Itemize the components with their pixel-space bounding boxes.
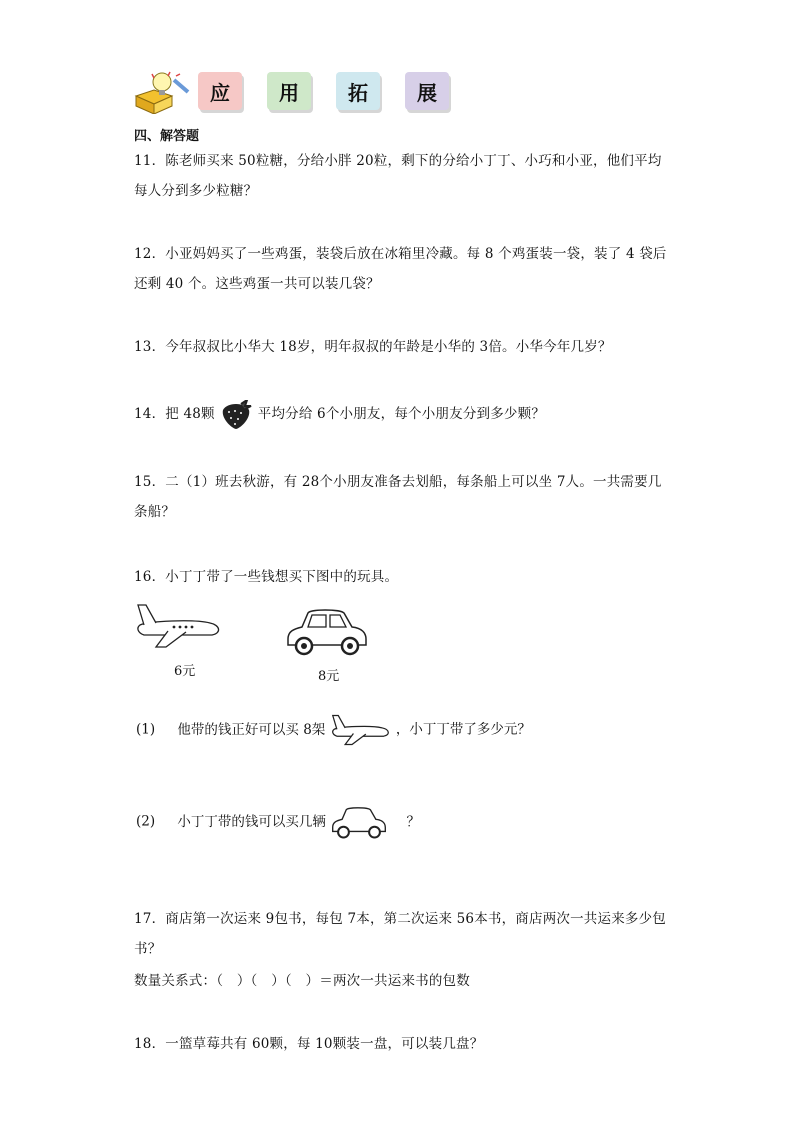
question-16-part-2 — [136, 804, 420, 840]
part-text: 小丁丁带的钱可以买几辆 — [177, 813, 326, 830]
question-17: 17．商店第一次运来 9包书，每包 7本，第二次运来 56本书，商店两次一共运来多少包书？ — [134, 911, 667, 957]
banner-tile: 应 — [198, 72, 242, 110]
car-price: 8元 — [318, 669, 340, 684]
question-16: 16．小丁丁带了一些钱想买下图中的玩具。 — [134, 569, 399, 585]
question-18: 18．一篮草莓共有 60颗，每 10颗装一盘，可以装几盘？ — [134, 1036, 484, 1052]
question-12: 12．小亚妈妈买了一些鸡蛋，装袋后放在冰箱里冷藏。每 8 个鸡蛋装一袋，装了 4 袋后还剩 40 个。这些鸡蛋一共可以装几袋？ — [134, 246, 667, 292]
plane-price: 6元 — [174, 664, 196, 679]
section-title: 四、解答题 — [134, 129, 200, 144]
airplane-icon — [330, 712, 392, 748]
banner-tile: 用 — [267, 72, 311, 110]
part-number: (1) — [136, 721, 156, 738]
part-number: (2) — [136, 813, 156, 830]
part-text: ，小丁丁带了多少元？ — [395, 721, 531, 738]
question-14-text: 14．把 48颗 — [134, 406, 215, 422]
car-icon — [330, 804, 388, 840]
banner-tile: 拓 — [336, 72, 380, 110]
part-text: 他带的钱正好可以买 8架 — [177, 721, 326, 738]
question-17-relation: 数量关系式：（ ）（ ）（ ）＝两次一共运来书的包数 — [134, 973, 470, 989]
question-14 — [134, 399, 674, 430]
question-11: 11．陈老师买来 50粒糖，分给小胖 20粒，剩下的分给小丁丁、小巧和小亚，他们平均每人分到多少粒糖？ — [134, 153, 662, 199]
question-15: 15．二（1）班去秋游，有 28个小朋友准备去划船，每条船上可以坐 7人。一共需要几条船？ — [134, 474, 662, 520]
car-icon — [284, 605, 370, 657]
part-text: ？ — [406, 813, 421, 830]
banner — [132, 70, 437, 114]
banner-tile: 展 — [405, 72, 449, 110]
question-14-text: 平均分给 6个小朋友，每个小朋友分到多少颗？ — [257, 406, 546, 422]
strawberry-icon — [219, 400, 253, 430]
question-16-part-1 — [136, 712, 531, 748]
lightbulb-box-icon — [132, 70, 192, 114]
question-13: 13．今年叔叔比小华大 18岁，明年叔叔的年龄是小华的 3倍。小华今年几岁？ — [134, 339, 612, 355]
airplane-icon — [134, 601, 224, 651]
